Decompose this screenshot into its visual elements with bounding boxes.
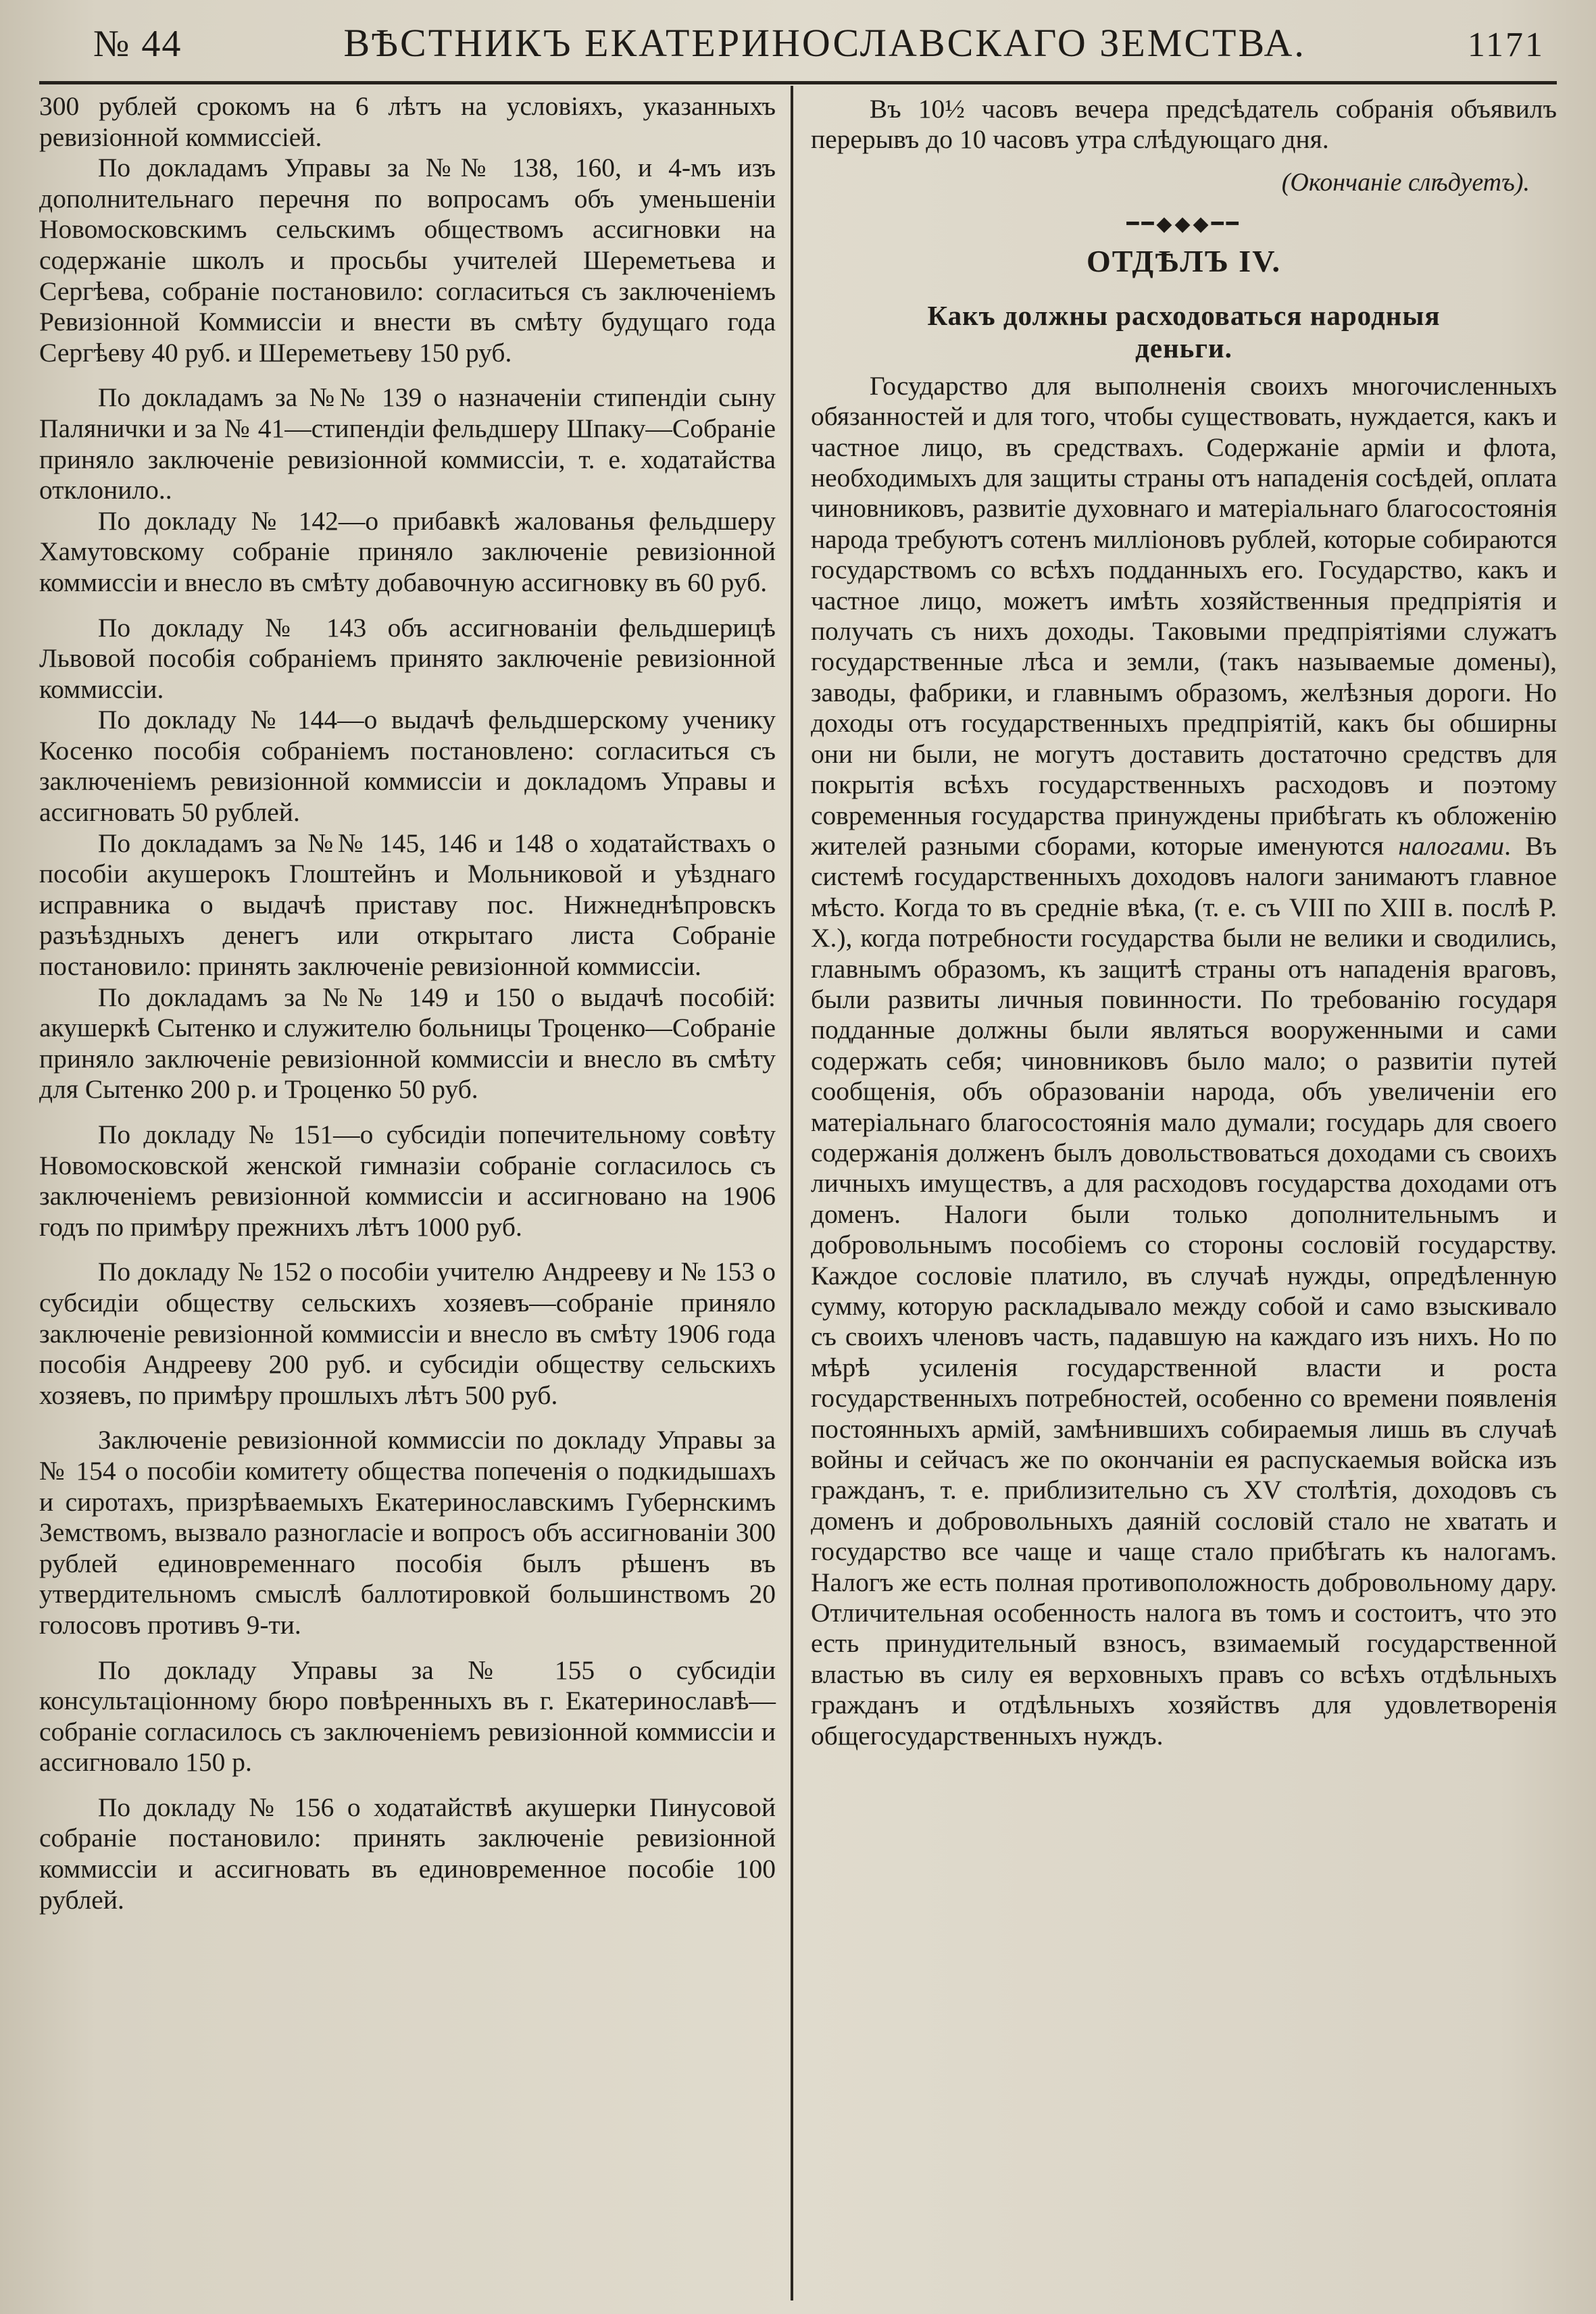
article-title-line: деньги. — [1135, 332, 1232, 363]
emphasized-term: налогами — [1398, 830, 1505, 861]
report-paragraph: По докладу № 151—о субсидіи попечительному совѣту Новомосковской женской гимназіи собраніе согласилось съ заключеніемъ ревизіонной коммиссіи и ассигновано на 1906 годъ по примѣру прежнихъ лѣтъ 1000 руб. — [39, 1120, 776, 1242]
session-adjourned-paragraph: Въ 10½ часовъ вечера предсѣдатель собранія объявилъ перерывъ до 10 часовъ утра слѣдующаго дня. — [811, 94, 1557, 155]
article-body — [811, 371, 1557, 1751]
page-number: 1171 — [1467, 26, 1545, 64]
right-column — [793, 84, 1557, 2300]
article-text: Государство для выполненія своихъ многочисленныхъ обязанностей и для того, чтобы существовать, нуждается, какъ и частное лицо, въ средствахъ. Содержаніе арміи и флота, необходимыхъ для защиты страны отъ нападенія сосѣдей, оплата чиновниковъ, развитіе духовнаго и матеріальнаго благосостоянія народа требуютъ сотенъ милліоновъ рублей, которые собираются государствомъ со всѣхъ подданныхъ его. Государство, какъ и частное лицо, можетъ имѣть хозяйственныя предпріятія и получать съ нихъ доходы. Таковыми предпріятіями служатъ государственные лѣса и земли, (такъ называемые домены), заводы, фабрики, и главнымъ образомъ, желѣзныя дороги. Но доходы отъ государственныхъ предпріятій, какъ бы обширны они ни были, не могутъ доставить достаточно средствъ для покрытія всѣхъ государственныхъ расходовъ и поэтому современныя государства принуждены прибѣгать къ обложенію жителей разными сборами, которые именуются — [811, 370, 1557, 861]
report-paragraph: По докладамъ за №№ 145, 146 и 148 о ходатайствахъ о пособіи акушерокъ Глоштейнъ и Мольниковой и уѣзднаго исправника о выдачѣ приставу пос. Нижнеднѣпровскъ разъѣздныхъ денегъ или открытаго листа Собраніе постановило: принять заключеніе ревизіонной коммиссіи. — [39, 828, 776, 982]
report-paragraph: По докладамъ Управы за №№ 138, 160, и 4-мъ изъ дополнительнаго перечня по вопросамъ объ уменьшеніи Новомосковскимъ сельскимъ обществомъ ассигновки на содержаніе школъ и просьбы учителей Шереметьева и Сергѣева, собраніе постановило: согласиться съ заключеніемъ Ревизіонной Коммиссіи и внести въ смѣту будущаго года Сергѣеву 40 руб. и Шереметьеву 150 руб. — [39, 153, 776, 368]
report-paragraph: 300 рублей срокомъ на 6 лѣтъ на условіяхъ, указанныхъ ревизіонной коммиссіей. — [39, 91, 776, 152]
journal-title: ВѢСТНИКЪ ЕКАТЕРИНОСЛАВСКАГО ЗЕМСТВА. — [343, 21, 1306, 65]
article-title — [811, 299, 1557, 364]
report-paragraph: По докладу Управы за № 155 о субсидіи консультаціонному бюро повѣренныхъ въ г. Екатеринославѣ—собраніе согласилось съ заключеніемъ ревизіонной коммиссіи и ассигновало 150 р. — [39, 1655, 776, 1778]
report-paragraph: По докладу № 144—о выдачѣ фельдшерскому ученику Косенко пособія собраніемъ постановлено: согласиться съ заключеніемъ ревизіонной коммиссіи и докладомъ Управы и ассигновать 50 рублей. — [39, 705, 776, 828]
report-paragraph: По докладамъ за №№ 149 и 150 о выдачѣ пособій: акушеркѣ Сытенко и служителю больницы Троценко—Собраніе приняло заключеніе ревизіонной коммиссіи и внесло въ смѣту для Сытенко 200 р. и Троценко 50 руб. — [39, 982, 776, 1105]
report-paragraph: По докладу № 143 объ ассигнованіи фельдшерицѣ Львовой пособія собраніемъ принято заключеніе ревизіонной коммиссіи. — [39, 612, 776, 704]
ornament-divider: ━━◆◆◆━━ — [1126, 212, 1241, 235]
article-text: . Въ системѣ государственныхъ доходовъ налоги занимаютъ главное мѣсто. Когда то въ средніе вѣка, (т. е. съ VIII по XIII в. послѣ Р. Х.), когда потребности государства были не велики и сводились, главнымъ образомъ, къ защитѣ страны отъ нападенія враговъ, были развиты личныя повинности. По требованію государя подданные должны были являться вооруженными и сами содержать себя; чиновниковъ было мало; о развитіи путей сообщенія, объ образованіи народа, объ увеличеніи его матеріальнаго благосостоянія мало думали; государь для своего содержанія долженъ былъ довольствоваться доходами съ своихъ личныхъ имуществъ, а для расходовъ государства доходами отъ доменъ. Налоги были только дополнительнымъ и добровольнымъ пособіемъ со стороны сословій государству. Каждое сословіе платило, въ случаѣ нужды, опредѣленную сумму, которую раскладывало между собой и само взыскивало съ своихъ членовъ часть, падавшую на каждаго изъ нихъ. Но по мѣрѣ усиленія государственной власти и роста государственныхъ потребностей, особенно со времени появленія постоянныхъ армій, замѣнившихъ собираемыя лишь въ случаѣ войны и сейчасъ же по окончаніи ея распускаемыя войска изъ гражданъ, т. е. приблизительно съ XV столѣтія, доходовъ съ доменъ и добровольныхъ даяній сословій стало не хватать и государство все чаще и чаще стало прибѣгать къ налогамъ. Налогъ же есть полная противоположность добровольному дару. Отличительная особенность налога въ томъ и состоитъ, что это есть принудительный взносъ, взимаемый государственной властью въ силу ея верховныхъ правъ со всѣхъ отдѣльныхъ гражданъ и отдѣльныхъ хозяйствъ для удовлетворенія общегосударственныхъ нуждъ. — [811, 830, 1557, 1751]
report-paragraph: По докладу № 156 о ходатайствѣ акушерки Пинусовой собраніе постановило: принять заключеніе ревизіонной коммиссіи и ассигновать въ единовременное пособіе 100 рублей. — [39, 1792, 776, 1915]
report-paragraph: Заключеніе ревизіонной коммиссіи по докладу Управы за № 154 о пособіи комитету общества попеченія о подкидышахъ и сиротахъ, призрѣваемыхъ Екатеринославскимъ Губернскимъ Земствомъ, вызвало разногласіе и вопросъ объ ассигнованіи 300 рублей единовременнаго пособія былъ рѣшенъ въ утвердительномъ смыслѣ баллотировкой большинствомъ 20 голосовъ противъ 9-ти. — [39, 1425, 776, 1640]
left-column — [39, 84, 791, 2300]
columns — [39, 84, 1557, 2300]
report-paragraph: По докладамъ за №№ 139 о назначеніи стипендіи сыну Палянички и за № 41—стипендіи фельдшеру Шпаку—Собраніе приняло заключеніе ревизіонной коммиссіи, т. е. ходатайства отклонило.. — [39, 382, 776, 505]
continuation-note: (Окончаніе слѣдуетъ). — [1281, 168, 1530, 197]
section-title: ОТДѢЛЪ IV. — [1086, 243, 1281, 278]
report-paragraph: По докладу № 142—о прибавкѣ жалованья фельдшеру Хамутовскому собраніе приняло заключеніе ревизіонной коммиссіи и внесло въ смѣту добавочную ассигновку въ 60 руб. — [39, 505, 776, 597]
running-head — [39, 20, 1557, 81]
article-title-line: Какъ должны расходоваться народныя — [927, 299, 1441, 331]
issue-number: № 44 — [93, 23, 182, 65]
report-paragraph: По докладу № 152 о пособіи учителю Андрееву и № 153 о субсидіи обществу сельскихъ хозяевъ—собраніе приняло заключеніе ревизіонной коммиссіи и внесло въ смѣту 1906 года пособія Андрееву 200 руб. и субсидіи обществу сельскихъ хозяевъ, по примѣру прошлыхъ лѣтъ 500 руб. — [39, 1257, 776, 1410]
